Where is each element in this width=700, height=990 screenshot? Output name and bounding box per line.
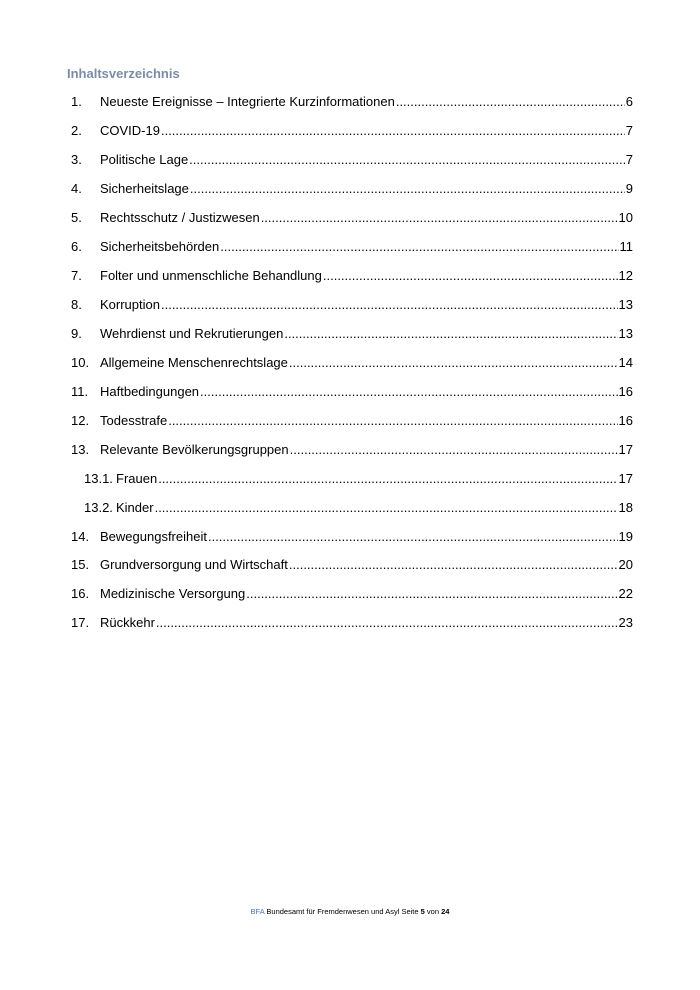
page-footer [0,907,700,916]
toc-entry[interactable] [71,406,633,435]
toc-entry-number: 17. [71,615,90,631]
toc-entry-title[interactable]: Neueste Ereignisse – Integrierte Kurzinformationen [100,94,395,110]
toc-dot-leader [161,297,618,313]
toc-dot-leader [290,442,618,458]
toc-entry-number: 13.1. [84,470,113,486]
toc-entry[interactable] [71,88,633,117]
toc-entry-page: 17 [618,470,633,486]
toc-entry[interactable] [71,175,633,204]
toc-entry-page: 10 [618,210,633,226]
toc-entry-number: 13. [71,441,90,457]
toc-entry-number: 5. [71,210,82,226]
toc-entry-page: 19 [618,528,633,544]
toc-entry-title[interactable]: Bewegungsfreiheit [100,528,207,544]
toc-dot-leader [168,413,617,429]
toc-entry-page: 14 [618,354,633,370]
toc-entry[interactable] [71,291,633,320]
toc-entry-page: 7 [625,152,633,168]
toc-entry-title[interactable]: Medizinische Versorgung [100,586,246,602]
toc-entry[interactable] [71,464,633,493]
toc-entry-title[interactable]: Wehrdienst und Rekrutierungen [100,325,284,341]
footer-total-pages: 24 [441,907,450,916]
toc-entry-number: 10. [71,354,90,370]
toc-entry-page: 12 [618,268,633,284]
footer-text: Bundesamt für Fremdenwesen und Asyl Seite [266,907,419,916]
toc-entry-number: 9. [71,325,82,341]
toc-dot-leader [289,355,618,371]
table-of-contents [71,88,633,638]
toc-entry[interactable] [71,233,633,262]
toc-entry-number: 15. [71,557,90,573]
toc-entry[interactable] [71,117,633,146]
toc-entry-page: 16 [618,412,633,428]
toc-entry-title[interactable]: Kinder [116,499,154,515]
toc-entry-number: 11. [71,383,89,399]
toc-entry-page: 9 [625,181,633,197]
toc-entry-number: 3. [71,152,82,168]
toc-heading: Inhaltsverzeichnis [67,66,180,81]
toc-entry[interactable] [71,377,633,406]
toc-entry-page: 13 [618,325,633,341]
toc-entry-page: 7 [625,123,633,139]
toc-dot-leader [156,615,618,631]
toc-entry-number: 4. [71,181,82,197]
toc-dot-leader [161,123,625,139]
toc-entry-title[interactable]: COVID-19 [100,123,160,139]
toc-entry[interactable] [71,435,633,464]
footer-brand: BFA [250,907,265,916]
toc-dot-leader [261,210,618,226]
toc-entry-page: 18 [618,499,633,515]
toc-entry-page: 20 [618,557,633,573]
toc-dot-leader [284,326,617,342]
toc-entry-title[interactable]: Rechtsschutz / Justizwesen [100,210,260,226]
toc-entry[interactable] [71,551,633,580]
toc-entry[interactable] [71,204,633,233]
toc-entry-number: 13.2. [84,499,113,515]
toc-entry-page: 11 [619,239,633,255]
toc-entry-title[interactable]: Todesstrafe [100,412,168,428]
toc-entry-number: 7. [71,268,82,284]
toc-entry-title[interactable]: Sicherheitsbehörden [100,239,220,255]
toc-entry-title[interactable]: Haftbedingungen [100,383,200,399]
toc-entry-title[interactable]: Sicherheitslage [100,181,189,197]
toc-entry-number: 1. [71,94,82,110]
toc-dot-leader [200,384,618,400]
toc-entry[interactable] [71,348,633,377]
toc-entry[interactable] [71,146,633,175]
toc-dot-leader [220,239,618,255]
toc-entry[interactable] [71,522,633,551]
toc-entry-number: 14. [71,528,90,544]
toc-entry-title[interactable]: Folter und unmenschliche Behandlung [100,268,322,284]
toc-entry-page: 6 [625,94,633,110]
toc-entry[interactable] [71,493,633,522]
footer-of-label: von [426,907,440,916]
toc-entry-number: 6. [71,239,82,255]
toc-entry-number: 2. [71,123,82,139]
toc-entry-title[interactable]: Relevante Bevölkerungsgruppen [100,441,289,457]
toc-entry-number: 8. [71,297,82,313]
toc-entry-title[interactable]: Allgemeine Menschenrechtslage [100,354,288,370]
toc-entry-title[interactable]: Grundversorgung und Wirtschaft [100,557,288,573]
toc-entry-page: 16 [618,383,633,399]
toc-entry-title[interactable]: Frauen [116,470,158,486]
toc-dot-leader [208,529,618,545]
toc-entry[interactable] [71,580,633,609]
footer-current-page: 5 [420,907,425,916]
toc-dot-leader [246,586,617,602]
toc-entry-page: 23 [618,615,633,631]
toc-dot-leader [190,181,625,197]
toc-entry[interactable] [71,320,633,349]
toc-entry-page: 13 [618,297,633,313]
toc-dot-leader [189,152,625,168]
toc-entry-title[interactable]: Korruption [100,297,160,313]
toc-entry-number: 16. [71,586,90,602]
toc-entry-title[interactable]: Politische Lage [100,152,189,168]
toc-dot-leader [396,94,625,110]
toc-dot-leader [158,471,617,487]
toc-entry[interactable] [71,262,633,291]
toc-dot-leader [323,268,618,284]
toc-entry[interactable] [71,609,633,638]
toc-entry-page: 17 [618,441,633,457]
toc-entry-number: 12. [71,412,90,428]
toc-entry-title[interactable]: Rückkehr [100,615,155,631]
toc-dot-leader [155,500,618,516]
toc-entry-page: 22 [618,586,633,602]
toc-dot-leader [289,557,618,573]
